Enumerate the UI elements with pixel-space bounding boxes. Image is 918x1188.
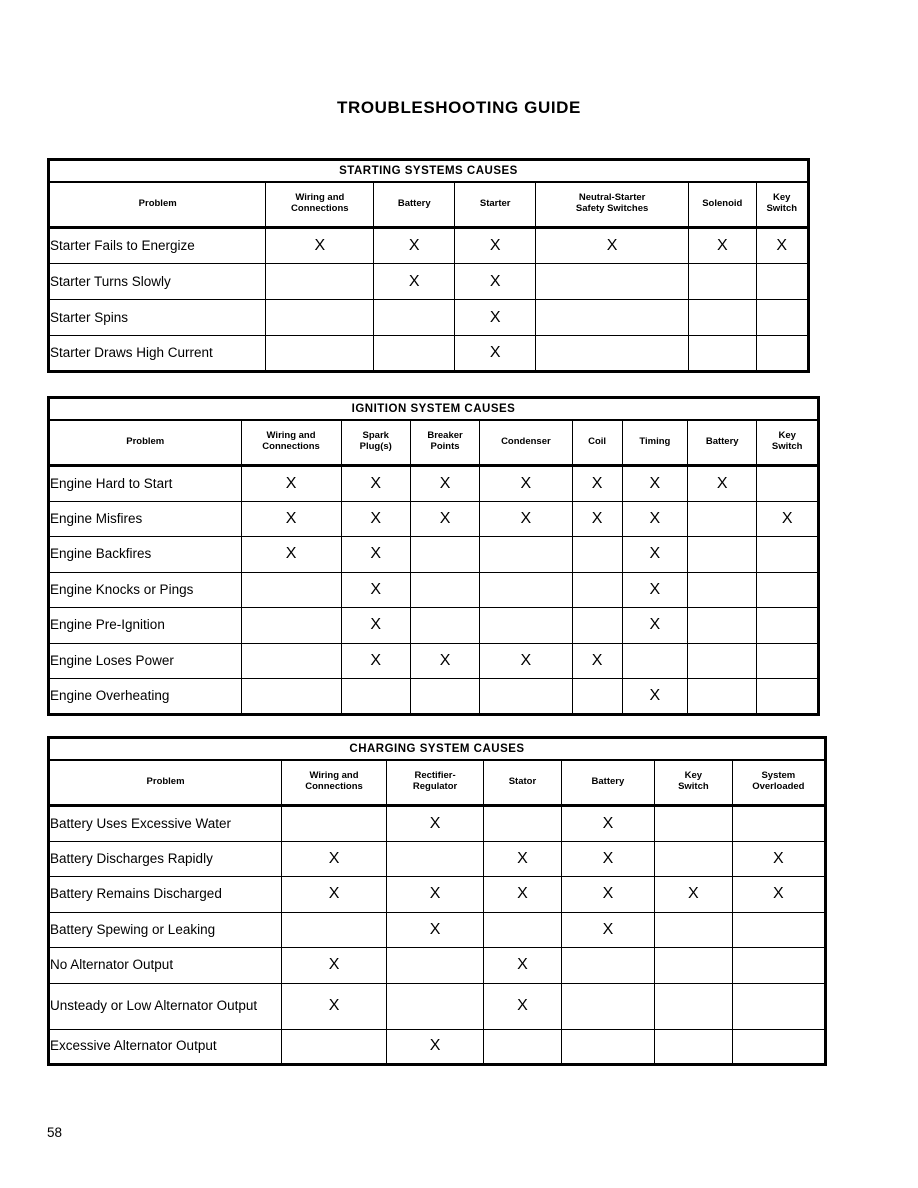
empty-cell: [266, 336, 374, 372]
empty-cell: [622, 643, 687, 679]
table-banner-title: STARTING SYSTEMS CAUSES: [49, 160, 809, 182]
cause-mark-cell: X: [386, 1029, 483, 1065]
problem-label: Engine Knocks or Pings: [49, 572, 242, 608]
empty-cell: [572, 679, 622, 715]
table-row: [49, 948, 826, 984]
empty-cell: [480, 608, 572, 644]
column-header-problem: Problem: [49, 182, 266, 228]
empty-cell: [374, 300, 455, 336]
cause-mark-cell: X: [622, 572, 687, 608]
cause-mark-cell: X: [622, 608, 687, 644]
empty-cell: [732, 912, 825, 948]
column-header-battery: Battery: [688, 420, 757, 466]
column-header-key-switch: Key Switch: [756, 182, 809, 228]
cause-mark-cell: X: [622, 679, 687, 715]
table-banner-title: CHARGING SYSTEM CAUSES: [49, 738, 826, 760]
cause-mark-cell: X: [484, 983, 562, 1029]
empty-cell: [655, 983, 733, 1029]
empty-cell: [655, 912, 733, 948]
empty-cell: [689, 264, 756, 300]
empty-cell: [386, 948, 483, 984]
table-row: [49, 501, 819, 537]
empty-cell: [386, 841, 483, 877]
cause-mark-cell: X: [374, 228, 455, 264]
empty-cell: [572, 572, 622, 608]
table-row: [49, 877, 826, 913]
problem-label: Battery Discharges Rapidly: [49, 841, 282, 877]
table-header-row: [49, 420, 819, 466]
empty-cell: [572, 537, 622, 573]
table-row: [49, 228, 809, 264]
cause-mark-cell: X: [732, 877, 825, 913]
table-row: [49, 300, 809, 336]
problem-label: Engine Hard to Start: [49, 466, 242, 502]
cause-mark-cell: X: [410, 643, 479, 679]
table-row: [49, 841, 826, 877]
empty-cell: [341, 679, 410, 715]
empty-cell: [732, 983, 825, 1029]
cause-mark-cell: X: [484, 877, 562, 913]
cause-mark-cell: X: [655, 877, 733, 913]
cause-mark-cell: X: [282, 841, 387, 877]
column-header-breaker-points: Breaker Points: [410, 420, 479, 466]
cause-mark-cell: X: [756, 228, 809, 264]
table-row: [49, 537, 819, 573]
cause-mark-cell: X: [455, 264, 536, 300]
table-banner-row: [49, 738, 826, 760]
empty-cell: [732, 806, 825, 842]
empty-cell: [757, 537, 819, 573]
cause-mark-cell: X: [386, 912, 483, 948]
cause-mark-cell: X: [374, 264, 455, 300]
empty-cell: [756, 336, 809, 372]
cause-mark-cell: X: [341, 537, 410, 573]
column-header-wiring-and-connections: Wiring and Connections: [282, 760, 387, 806]
empty-cell: [655, 1029, 733, 1065]
problem-label: Engine Overheating: [49, 679, 242, 715]
empty-cell: [282, 1029, 387, 1065]
cause-mark-cell: X: [688, 466, 757, 502]
empty-cell: [688, 537, 757, 573]
table-charging-system: [47, 736, 827, 1066]
empty-cell: [732, 948, 825, 984]
table-ignition-system: [47, 396, 820, 716]
column-header-battery: Battery: [374, 182, 455, 228]
empty-cell: [536, 300, 689, 336]
cause-mark-cell: X: [266, 228, 374, 264]
empty-cell: [689, 336, 756, 372]
cause-mark-cell: X: [480, 466, 572, 502]
cause-mark-cell: X: [455, 300, 536, 336]
table-row: [49, 608, 819, 644]
table-banner-row: [49, 398, 819, 420]
table-row: [49, 572, 819, 608]
empty-cell: [688, 608, 757, 644]
cause-mark-cell: X: [386, 877, 483, 913]
column-header-solenoid: Solenoid: [689, 182, 756, 228]
cause-mark-cell: X: [622, 466, 687, 502]
empty-cell: [480, 537, 572, 573]
cause-mark-cell: X: [455, 336, 536, 372]
table-row: [49, 264, 809, 300]
empty-cell: [756, 300, 809, 336]
empty-cell: [561, 1029, 654, 1065]
empty-cell: [266, 264, 374, 300]
column-header-neutral-starter-safety-switches: Neutral-Starter Safety Switches: [536, 182, 689, 228]
empty-cell: [655, 948, 733, 984]
cause-mark-cell: X: [572, 643, 622, 679]
cause-mark-cell: X: [757, 501, 819, 537]
cause-mark-cell: X: [341, 608, 410, 644]
table-row: [49, 912, 826, 948]
cause-mark-cell: X: [622, 537, 687, 573]
empty-cell: [572, 608, 622, 644]
cause-mark-cell: X: [282, 948, 387, 984]
empty-cell: [561, 983, 654, 1029]
column-header-stator: Stator: [484, 760, 562, 806]
cause-mark-cell: X: [561, 841, 654, 877]
cause-mark-cell: X: [241, 537, 341, 573]
cause-mark-cell: X: [572, 501, 622, 537]
empty-cell: [282, 806, 387, 842]
cause-mark-cell: X: [341, 572, 410, 608]
page-number: 58: [47, 1125, 63, 1140]
table-row: [49, 1029, 826, 1065]
problem-label: Starter Turns Slowly: [49, 264, 266, 300]
table-banner-row: [49, 160, 809, 182]
problem-label: Engine Loses Power: [49, 643, 242, 679]
cause-mark-cell: X: [732, 841, 825, 877]
empty-cell: [757, 572, 819, 608]
empty-cell: [241, 643, 341, 679]
column-header-wiring-and-connections: Wiring and Connections: [241, 420, 341, 466]
cause-mark-cell: X: [341, 501, 410, 537]
table-row: [49, 466, 819, 502]
empty-cell: [480, 679, 572, 715]
empty-cell: [241, 572, 341, 608]
empty-cell: [536, 336, 689, 372]
problem-label: No Alternator Output: [49, 948, 282, 984]
cause-mark-cell: X: [241, 466, 341, 502]
cause-mark-cell: X: [241, 501, 341, 537]
empty-cell: [241, 679, 341, 715]
cause-mark-cell: X: [386, 806, 483, 842]
empty-cell: [688, 572, 757, 608]
problem-label: Unsteady or Low Alternator Output: [49, 983, 282, 1029]
table-starting-systems: [47, 158, 810, 373]
empty-cell: [410, 537, 479, 573]
empty-cell: [410, 572, 479, 608]
cause-mark-cell: X: [484, 948, 562, 984]
empty-cell: [561, 948, 654, 984]
empty-cell: [732, 1029, 825, 1065]
problem-label: Excessive Alternator Output: [49, 1029, 282, 1065]
cause-mark-cell: X: [622, 501, 687, 537]
cause-mark-cell: X: [341, 466, 410, 502]
table-row: [49, 336, 809, 372]
cause-mark-cell: X: [455, 228, 536, 264]
empty-cell: [655, 806, 733, 842]
problem-label: Starter Spins: [49, 300, 266, 336]
empty-cell: [484, 1029, 562, 1065]
empty-cell: [688, 679, 757, 715]
empty-cell: [756, 264, 809, 300]
cause-mark-cell: X: [561, 877, 654, 913]
empty-cell: [688, 501, 757, 537]
problem-label: Engine Backfires: [49, 537, 242, 573]
empty-cell: [241, 608, 341, 644]
problem-label: Starter Draws High Current: [49, 336, 266, 372]
cause-mark-cell: X: [689, 228, 756, 264]
empty-cell: [757, 643, 819, 679]
empty-cell: [266, 300, 374, 336]
page-title: TROUBLESHOOTING GUIDE: [337, 98, 581, 117]
empty-cell: [374, 336, 455, 372]
column-header-key-switch: Key Switch: [757, 420, 819, 466]
table-row: [49, 983, 826, 1029]
column-header-starter: Starter: [455, 182, 536, 228]
cause-mark-cell: X: [480, 643, 572, 679]
problem-label: Battery Remains Discharged: [49, 877, 282, 913]
column-header-spark-plug-s: Spark Plug(s): [341, 420, 410, 466]
column-header-rectifier-regulator: Rectifier- Regulator: [386, 760, 483, 806]
empty-cell: [757, 466, 819, 502]
problem-label: Engine Pre-Ignition: [49, 608, 242, 644]
cause-mark-cell: X: [536, 228, 689, 264]
table-header-row: [49, 760, 826, 806]
cause-mark-cell: X: [480, 501, 572, 537]
cause-mark-cell: X: [282, 877, 387, 913]
table-banner-title: IGNITION SYSTEM CAUSES: [49, 398, 819, 420]
cause-mark-cell: X: [561, 806, 654, 842]
column-header-key-switch: Key Switch: [655, 760, 733, 806]
column-header-problem: Problem: [49, 760, 282, 806]
empty-cell: [386, 983, 483, 1029]
empty-cell: [757, 608, 819, 644]
column-header-wiring-and-connections: Wiring and Connections: [266, 182, 374, 228]
empty-cell: [410, 608, 479, 644]
column-header-coil: Coil: [572, 420, 622, 466]
problem-label: Battery Spewing or Leaking: [49, 912, 282, 948]
empty-cell: [688, 643, 757, 679]
empty-cell: [689, 300, 756, 336]
empty-cell: [655, 841, 733, 877]
empty-cell: [484, 912, 562, 948]
problem-label: Battery Uses Excessive Water: [49, 806, 282, 842]
column-header-timing: Timing: [622, 420, 687, 466]
column-header-problem: Problem: [49, 420, 242, 466]
cause-mark-cell: X: [561, 912, 654, 948]
cause-mark-cell: X: [572, 466, 622, 502]
empty-cell: [484, 806, 562, 842]
empty-cell: [282, 912, 387, 948]
cause-mark-cell: X: [410, 501, 479, 537]
table-row: [49, 643, 819, 679]
table-row: [49, 679, 819, 715]
cause-mark-cell: X: [410, 466, 479, 502]
empty-cell: [480, 572, 572, 608]
column-header-condenser: Condenser: [480, 420, 572, 466]
problem-label: Starter Fails to Energize: [49, 228, 266, 264]
empty-cell: [410, 679, 479, 715]
table-header-row: [49, 182, 809, 228]
cause-mark-cell: X: [282, 983, 387, 1029]
problem-label: Engine Misfires: [49, 501, 242, 537]
table-row: [49, 806, 826, 842]
column-header-battery: Battery: [561, 760, 654, 806]
column-header-system-overloaded: System Overloaded: [732, 760, 825, 806]
cause-mark-cell: X: [341, 643, 410, 679]
cause-mark-cell: X: [484, 841, 562, 877]
empty-cell: [536, 264, 689, 300]
empty-cell: [757, 679, 819, 715]
